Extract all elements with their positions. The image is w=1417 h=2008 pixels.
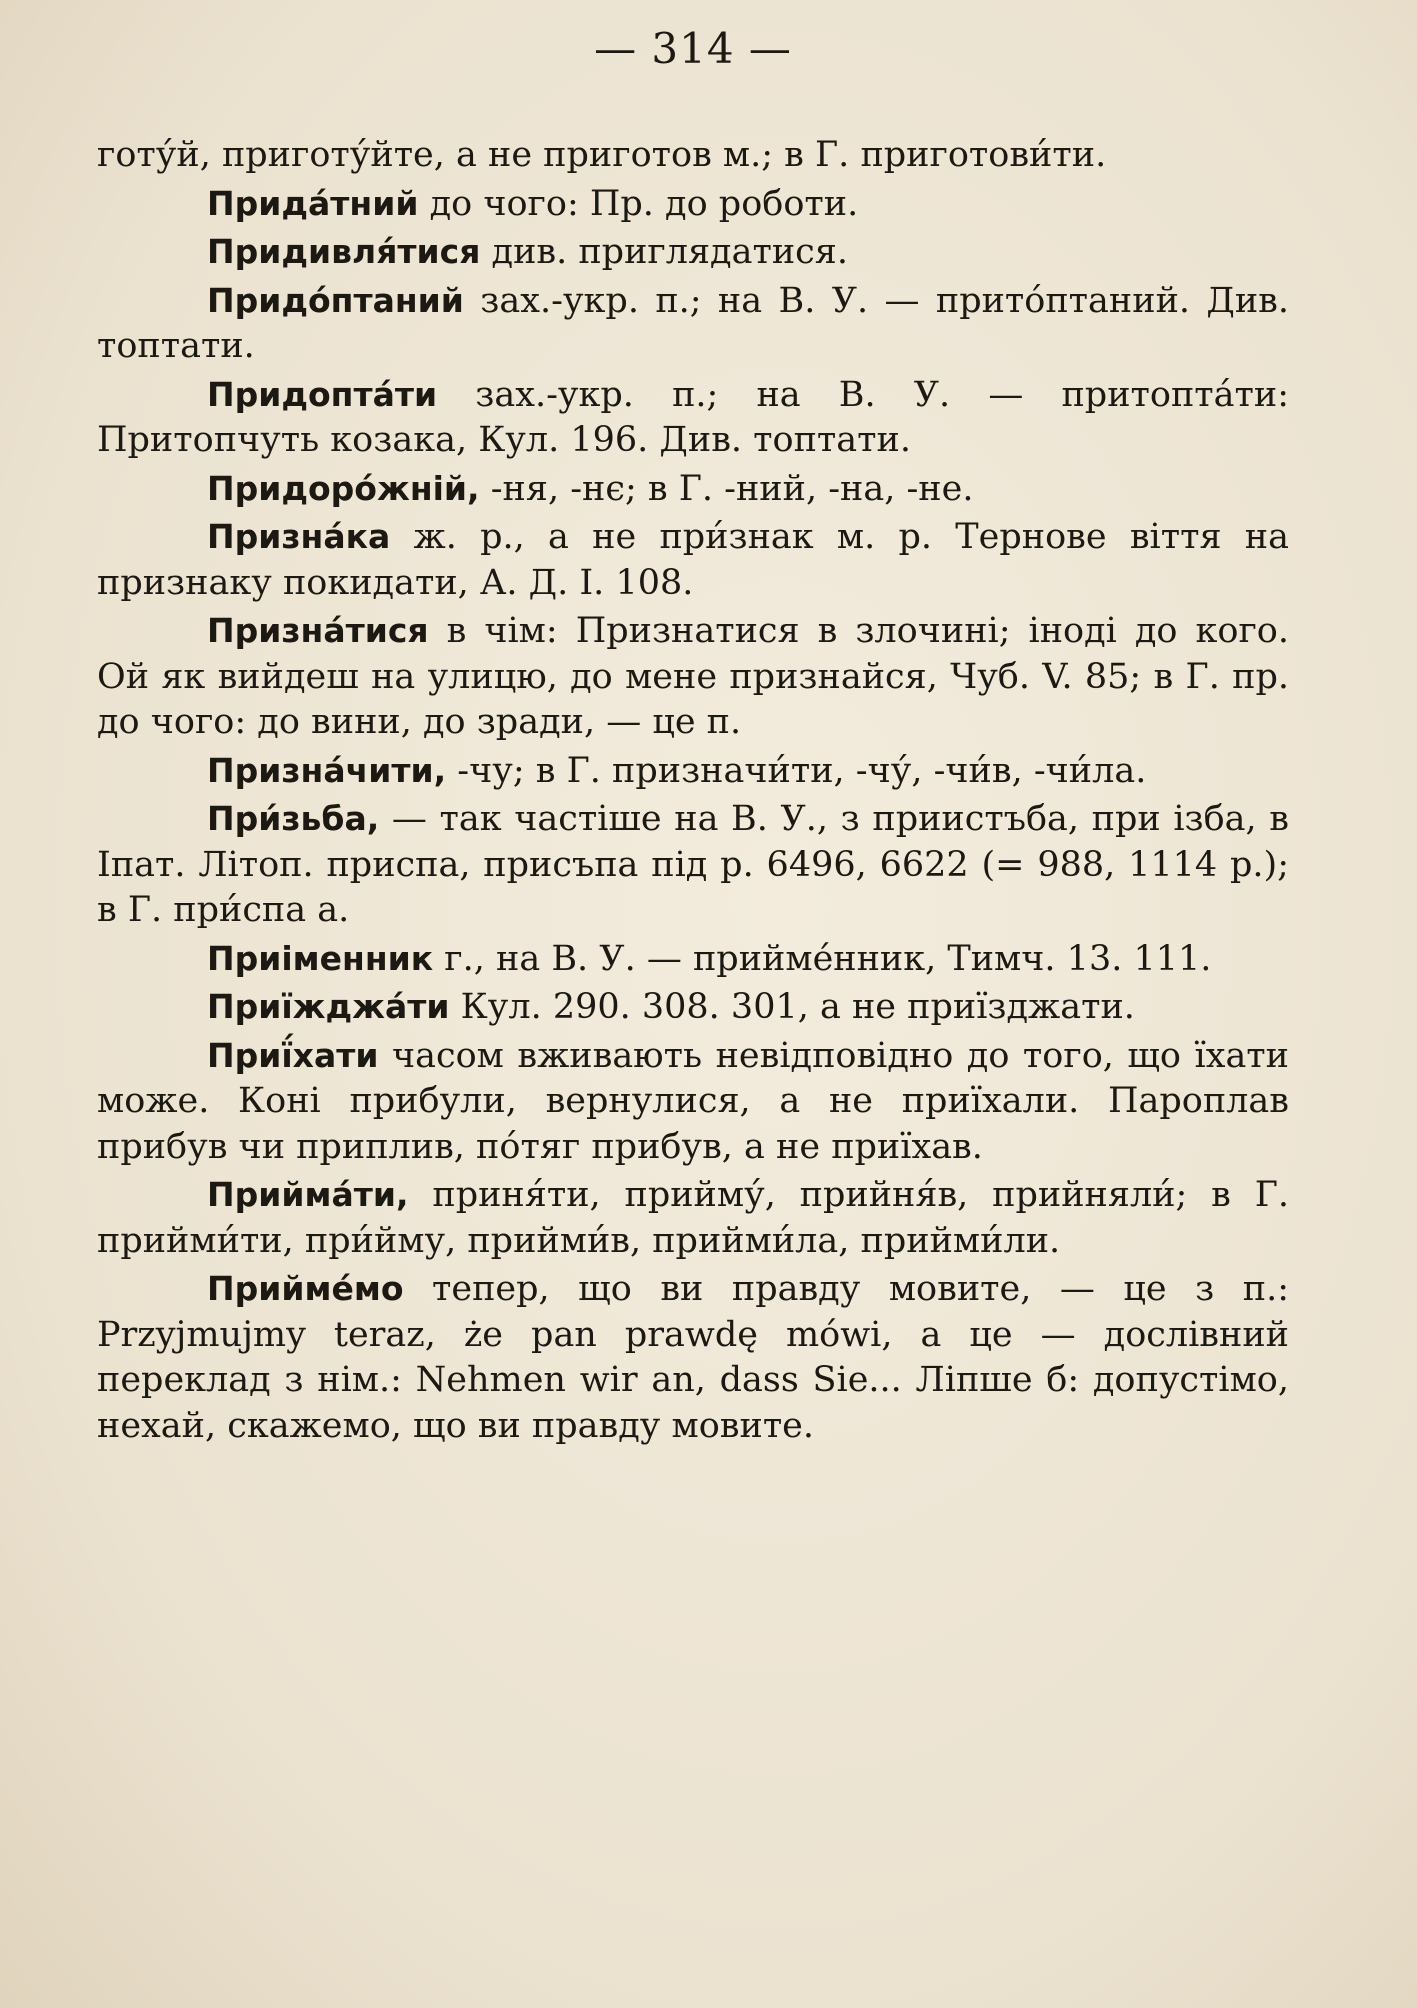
headword: Приї́хати xyxy=(207,1035,379,1075)
headword: Призна́ка xyxy=(207,517,391,556)
entry-pryznaka xyxy=(97,514,1289,606)
entry-pryimaty xyxy=(97,1172,1289,1264)
entry-prydyvlyatysia xyxy=(97,229,1289,276)
entry-text: приня́ти, прийму́, прийня́в, прийняли́; в Г. прийми́ти, при́йму, прийми́в, прийми́ла, прийми́ли. xyxy=(97,1175,1289,1261)
entry-text: зах.-укр. п.; на В. У. — притопта́ти: Притопчуть козака, Кул. 196. Див. топтати. xyxy=(97,374,1289,460)
headword: Придивля́тися xyxy=(207,232,481,271)
entry-text: Кул. 290. 308. 301, а не приїзджати. xyxy=(449,987,1135,1027)
entry-text: г., на В. У. — приймéнник, Тимч. 13. 111. xyxy=(433,938,1212,979)
entry-pryikhaty xyxy=(97,1033,1289,1171)
entry-pryimennyk xyxy=(97,936,1289,983)
entry-prydoptaty xyxy=(97,372,1289,464)
entry-pryizhdzhaty xyxy=(97,984,1289,1031)
headword: Приїжджа́ти xyxy=(207,987,450,1026)
dictionary-entries xyxy=(97,133,1289,1449)
headword: Призна́чити, xyxy=(207,750,447,790)
entry-continuation xyxy=(97,133,1289,179)
entry-text: -чу; в Г. призначи́ти, -чу́, -чи́в, -чи́ла. xyxy=(446,750,1147,791)
entry-pryznatysia xyxy=(97,608,1289,746)
entry-text: ж. р., а не при́знак м. р. Тернове віття на признаку покидати, А. Д. І. 108. xyxy=(97,517,1289,603)
entry-text: готу́й, приготу́йте, а не приготов м.; в Г. приготови́ти. xyxy=(97,135,1107,175)
entry-text: -ня, -нє; в Г. -ний, -на, -не. xyxy=(479,468,974,509)
entry-text: див. приглядатися. xyxy=(480,232,848,272)
entry-prydoptanyi xyxy=(97,278,1289,370)
headword: При́зьба, xyxy=(207,799,380,838)
entry-pridatnyi xyxy=(97,181,1289,228)
headword: Призна́тися xyxy=(207,611,429,650)
entry-text: до чого: Пр. до роботи. xyxy=(418,183,859,224)
entry-text: — так частіше на В. У., з приистъба, при ізба, в Іпат. Літоп. приспа, присъпа під р. 6496, 6622 (= 988, 1114 р.); в Г. при́спа а. xyxy=(97,799,1289,930)
entry-pryzba xyxy=(97,796,1289,934)
headword: Приймéмо xyxy=(207,1269,404,1308)
headword: Приіменник xyxy=(207,938,434,978)
entry-text: часом вживають невідповідно до того, що їхати може. Коні прибули, вернулися, а не приїхали. Пароплав прибув чи приплив, по́тяг прибув, а не приїхав. xyxy=(97,1035,1289,1167)
entry-text: в чім: Признатися в злочині; іноді до кого. Ой як вийдеш на улицю, до мене признайся, Чуб. V. 85; в Г. пр. до чого: до вини, до зради, — це п. xyxy=(97,611,1289,742)
headword: Прийма́ти, xyxy=(207,1175,409,1214)
entry-prydorozhnii xyxy=(97,466,1289,513)
headword: Придоро́жній, xyxy=(207,468,480,508)
page-number: — 314 — xyxy=(594,24,792,73)
entry-text: зах.-укр. п.; на В. У. — прито́птаний. Див. топтати. xyxy=(97,280,1289,366)
entry-text: тепер, що ви правду мовите, — це з п.: Przyjmujmy teraz, że pan prawdę mówi, а це — дослівний переклад з нім.: Nehmen wir an, dass Sie... Ліпше б: допустімо, нехай, скажемо, що ви правду мовите. xyxy=(97,1269,1289,1446)
headword: Прида́тний xyxy=(207,183,419,223)
entry-pryznachyty xyxy=(97,748,1289,795)
headword: Придо́птаний xyxy=(207,280,464,320)
headword: Придопта́ти xyxy=(207,374,438,414)
entry-pryimemo xyxy=(97,1266,1289,1449)
